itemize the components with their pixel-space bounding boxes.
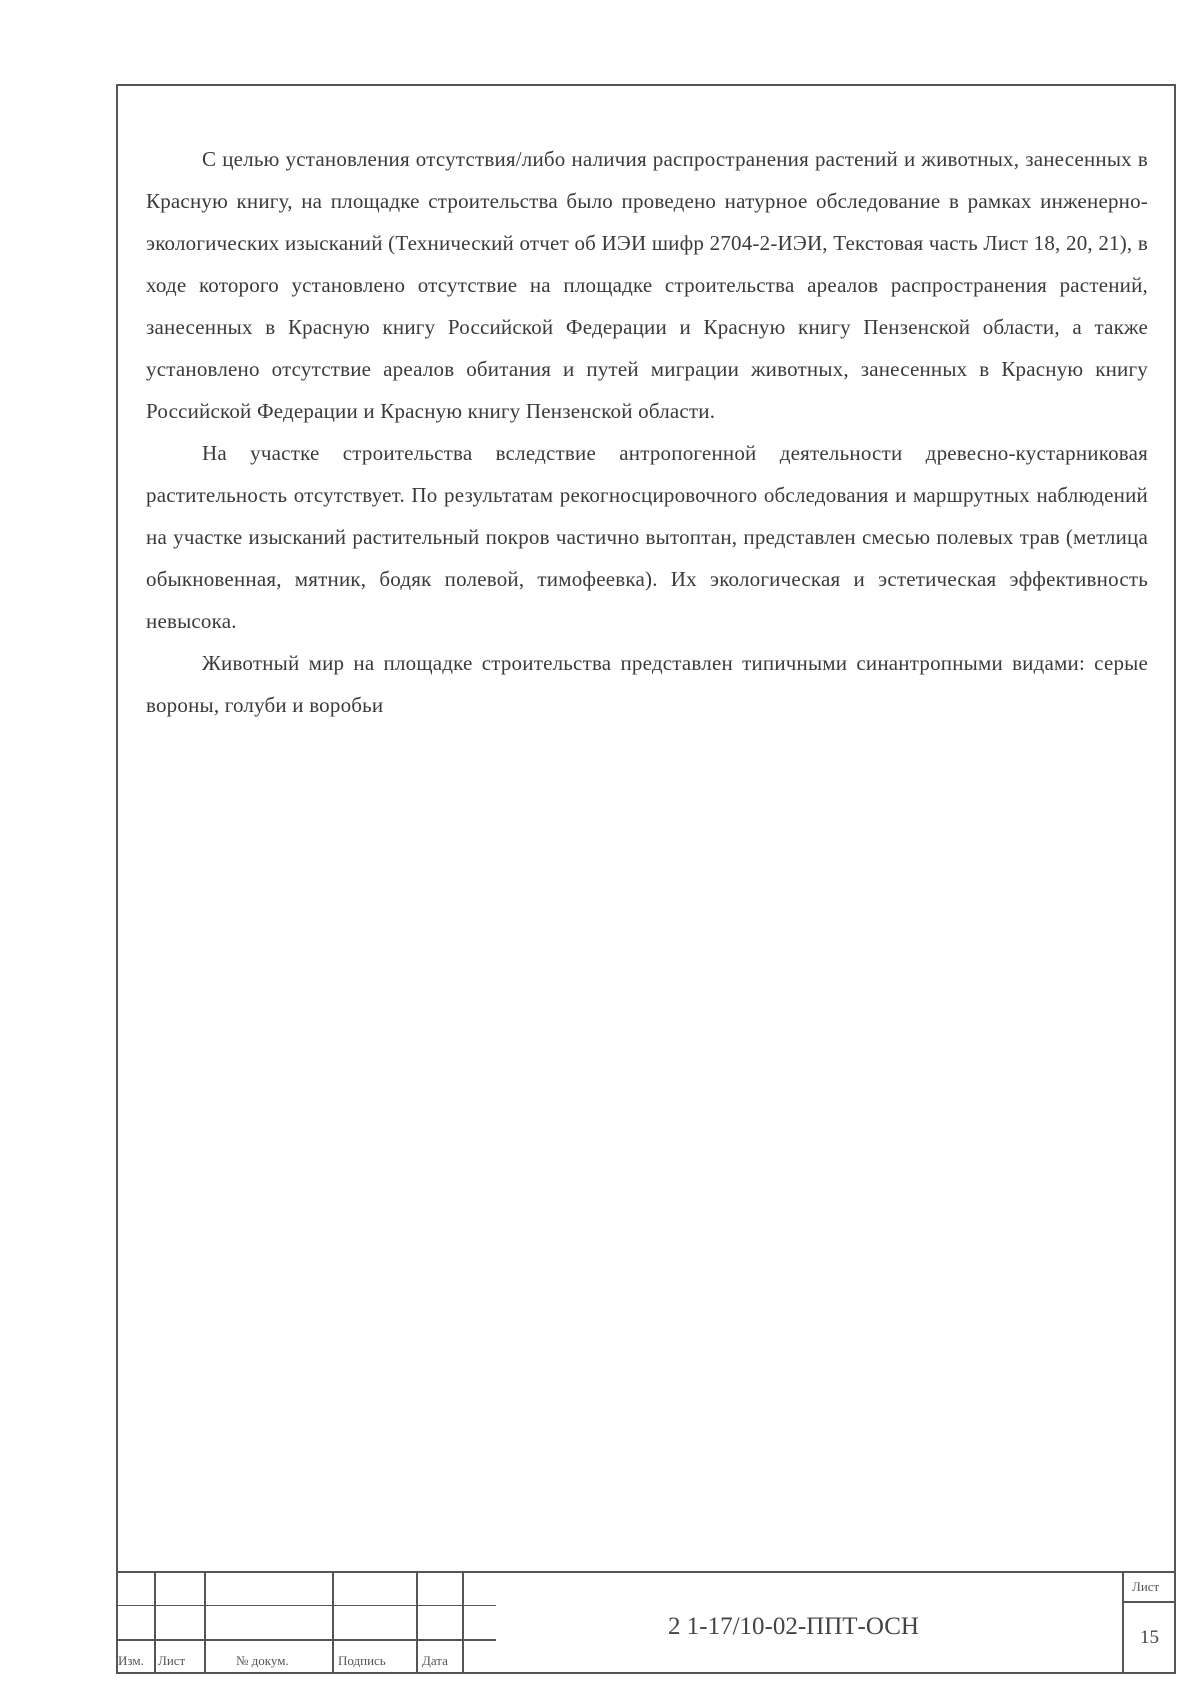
sheet-number: 15 <box>1140 1627 1159 1648</box>
label-izm: Изм. <box>118 1653 144 1668</box>
label-list: Лист <box>158 1653 186 1668</box>
label-date: Дата <box>422 1653 448 1668</box>
document-body <box>146 138 1148 726</box>
sheet-label: Лист <box>1132 1579 1160 1594</box>
title-block <box>116 1571 1176 1674</box>
title-block-sheet-divider <box>1122 1571 1124 1674</box>
label-signature: Подпись <box>338 1653 386 1668</box>
title-block-col-line-2 <box>204 1571 206 1674</box>
label-doc-num: № докум. <box>236 1653 289 1668</box>
title-block-col-line-3 <box>332 1571 334 1674</box>
title-block-row-line-1 <box>116 1605 496 1606</box>
paragraph-fauna: Животный мир на площадке строительства представлен типичными синантропными видами: серые вороны, голуби и воробьи <box>146 651 1148 717</box>
title-block-top-border <box>116 1571 1176 1573</box>
title-block-col-line-1 <box>154 1571 156 1674</box>
document-code: 2 1-17/10-02-ППТ-ОСН <box>668 1613 919 1640</box>
title-block-col-line-5 <box>462 1571 464 1674</box>
title-block-sheet-line <box>1122 1601 1176 1603</box>
paragraph-vegetation: На участке строительства вследствие антропогенной деятельности древесно-кустарниковая растительность отсутствует. По результатам рекогносцировочного обследования и маршрутных наблюдений на участке изысканий растительный покров частично вытоптан, представлен смесью полевых трав (метлица обыкновенная, мятник, бодяк полевой, тимофеевка). Их экологическая и эстетическая эффективность невысока. <box>146 441 1148 633</box>
title-block-col-line-4 <box>416 1571 418 1674</box>
title-block-row-line-2 <box>116 1639 496 1641</box>
paragraph-red-book: С целью установления отсутствия/либо наличия распространения растений и животных, занесенных в Красную книгу, на площадке строительства было проведено натурное обследование в рамках инженерно-экологических изысканий (Технический отчет об ИЭИ шифр 2704-2-ИЭИ, Текстовая часть Лист 18, 20, 21), в ходе которого установлено отсутствие на площадке строительства ареалов распространения растений, занесенных в Красную книгу Российской Федерации и Красную книгу Пензенской области, а также установлено отсутствие ареалов обитания и путей миграции животных, занесенных в Красную книгу Российской Федерации и Красную книгу Пензенской области. <box>146 147 1148 423</box>
